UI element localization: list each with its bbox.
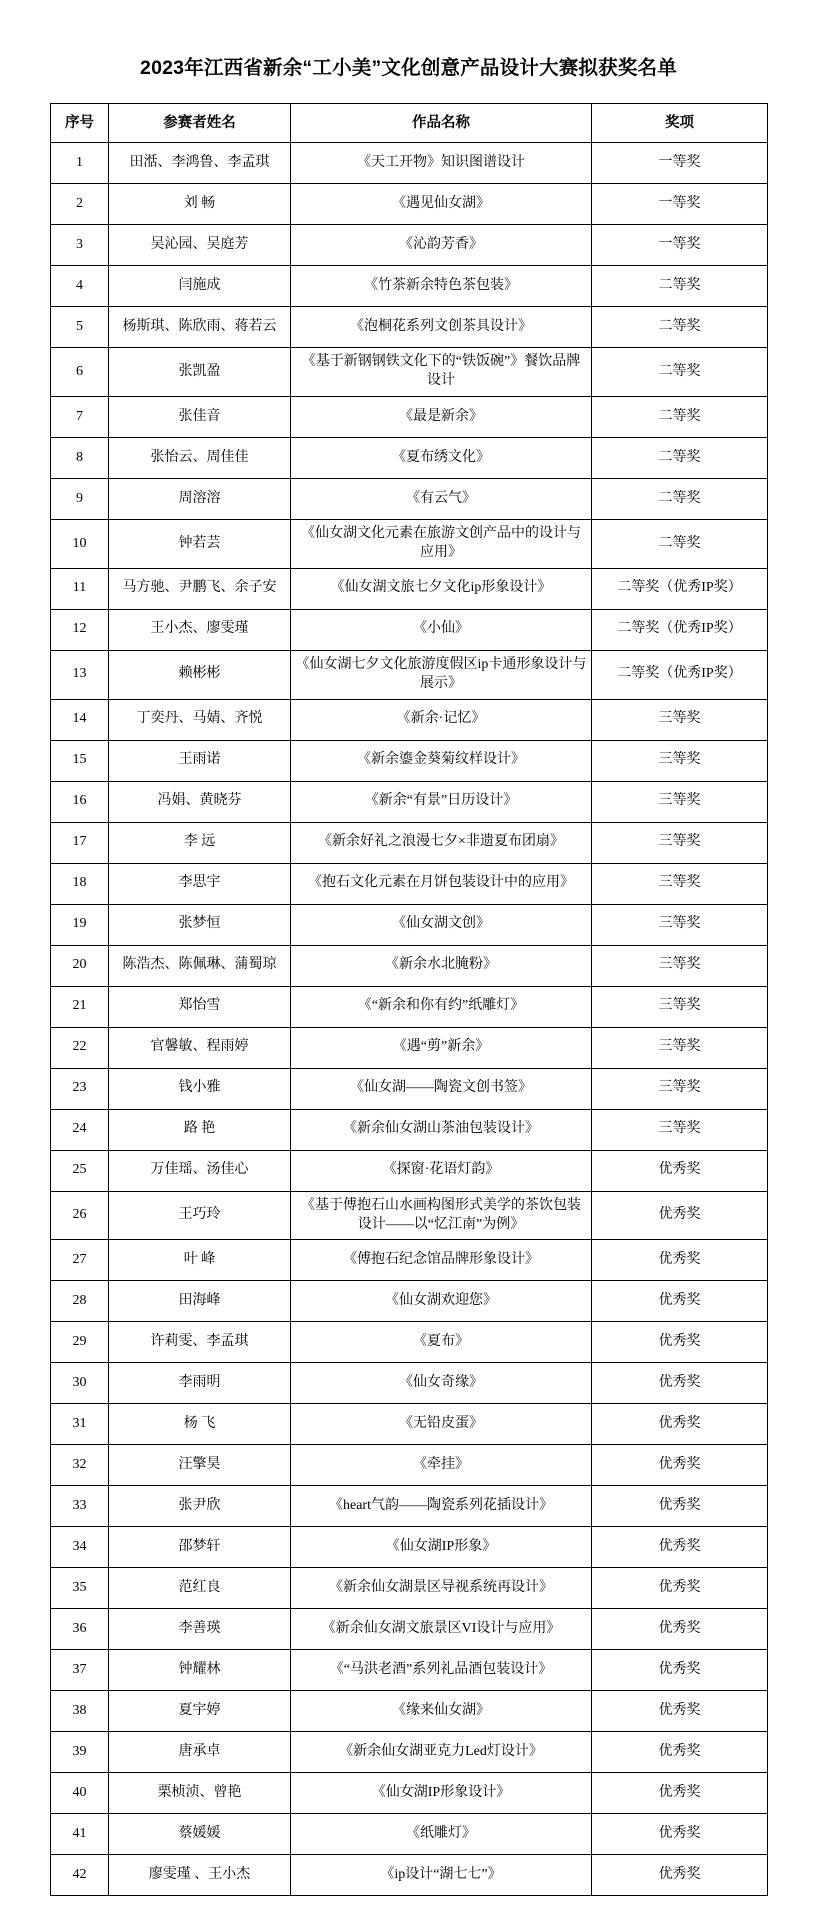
table-row: [51, 1027, 768, 1068]
cell-award: 三等奖: [592, 740, 768, 781]
cell-award: 优秀奖: [592, 1404, 768, 1445]
cell-award: 三等奖: [592, 863, 768, 904]
cell-seq: 6: [51, 348, 109, 397]
cell-award: 三等奖: [592, 904, 768, 945]
cell-award: 优秀奖: [592, 1150, 768, 1191]
cell-seq: 36: [51, 1609, 109, 1650]
cell-work-title: 《仙女湖IP形象设计》: [291, 1773, 592, 1814]
cell-award: 一等奖: [592, 225, 768, 266]
cell-seq: 17: [51, 822, 109, 863]
table-row: [51, 1322, 768, 1363]
cell-award: 优秀奖: [592, 1691, 768, 1732]
cell-seq: 16: [51, 781, 109, 822]
cell-work-title: 《最是新余》: [291, 397, 592, 438]
column-header-name: 参赛者姓名: [109, 104, 291, 143]
award-list-table: [50, 103, 768, 1896]
cell-work-title: 《小仙》: [291, 609, 592, 650]
cell-participant-name: 田湉、李鸿鲁、李孟琪: [109, 143, 291, 184]
cell-seq: 34: [51, 1527, 109, 1568]
cell-participant-name: 官馨敏、程雨婷: [109, 1027, 291, 1068]
cell-award: 二等奖: [592, 307, 768, 348]
cell-participant-name: 范红良: [109, 1568, 291, 1609]
cell-work-title: 《遇见仙女湖》: [291, 184, 592, 225]
table-row: [51, 1609, 768, 1650]
table-row: [51, 397, 768, 438]
cell-award: 二等奖: [592, 520, 768, 569]
table-row: [51, 1568, 768, 1609]
cell-seq: 5: [51, 307, 109, 348]
cell-work-title: 《沁韵芳香》: [291, 225, 592, 266]
cell-award: 优秀奖: [592, 1281, 768, 1322]
cell-participant-name: 丁奕丹、马婧、齐悦: [109, 699, 291, 740]
table-row: [51, 1732, 768, 1773]
cell-work-title: 《探窗·花语灯韵》: [291, 1150, 592, 1191]
cell-work-title: 《天工开物》知识图谱设计: [291, 143, 592, 184]
cell-participant-name: 王巧玲: [109, 1191, 291, 1240]
cell-participant-name: 唐承卓: [109, 1732, 291, 1773]
cell-seq: 35: [51, 1568, 109, 1609]
cell-seq: 1: [51, 143, 109, 184]
cell-seq: 38: [51, 1691, 109, 1732]
cell-participant-name: 李思宇: [109, 863, 291, 904]
cell-work-title: 《heart气韵——陶瓷系列花插设计》: [291, 1486, 592, 1527]
cell-seq: 39: [51, 1732, 109, 1773]
cell-seq: 22: [51, 1027, 109, 1068]
cell-participant-name: 马方驰、尹鹏飞、余子安: [109, 568, 291, 609]
table-row: [51, 1527, 768, 1568]
table-row: [51, 1363, 768, 1404]
cell-award: 优秀奖: [592, 1855, 768, 1896]
table-row: [51, 266, 768, 307]
cell-work-title: 《纸雕灯》: [291, 1814, 592, 1855]
cell-seq: 31: [51, 1404, 109, 1445]
table-row: [51, 781, 768, 822]
column-header-work: 作品名称: [291, 104, 592, 143]
cell-participant-name: 邵梦轩: [109, 1527, 291, 1568]
cell-award: 优秀奖: [592, 1732, 768, 1773]
table-row: [51, 348, 768, 397]
cell-award: 优秀奖: [592, 1240, 768, 1281]
cell-seq: 28: [51, 1281, 109, 1322]
cell-work-title: 《新余仙女湖亚克力Led灯设计》: [291, 1732, 592, 1773]
cell-award: 二等奖: [592, 348, 768, 397]
table-row: [51, 1150, 768, 1191]
cell-seq: 13: [51, 650, 109, 699]
cell-participant-name: 汪擎昊: [109, 1445, 291, 1486]
cell-award: 三等奖: [592, 1109, 768, 1150]
column-header-seq: 序号: [51, 104, 109, 143]
cell-participant-name: 廖雯瑾 、王小杰: [109, 1855, 291, 1896]
table-row: [51, 1404, 768, 1445]
cell-seq: 14: [51, 699, 109, 740]
table-row: [51, 1773, 768, 1814]
cell-work-title: 《仙女湖欢迎您》: [291, 1281, 592, 1322]
cell-participant-name: 许莉雯、李孟琪: [109, 1322, 291, 1363]
cell-participant-name: 张尹欣: [109, 1486, 291, 1527]
cell-participant-name: 陈浩杰、陈佩琳、蒲蜀琼: [109, 945, 291, 986]
cell-work-title: 《仙女湖文创》: [291, 904, 592, 945]
cell-participant-name: 钟若芸: [109, 520, 291, 569]
cell-work-title: 《ip设计“湖七七”》: [291, 1855, 592, 1896]
cell-work-title: 《泡桐花系列文创茶具设计》: [291, 307, 592, 348]
cell-work-title: 《无铅皮蛋》: [291, 1404, 592, 1445]
table-row: [51, 1109, 768, 1150]
table-row: [51, 1240, 768, 1281]
cell-seq: 21: [51, 986, 109, 1027]
cell-work-title: 《遇“剪”新余》: [291, 1027, 592, 1068]
cell-award: 二等奖（优秀IP奖）: [592, 568, 768, 609]
cell-award: 优秀奖: [592, 1191, 768, 1240]
cell-seq: 32: [51, 1445, 109, 1486]
cell-award: 三等奖: [592, 986, 768, 1027]
table-row: [51, 699, 768, 740]
cell-seq: 20: [51, 945, 109, 986]
table-row: [51, 650, 768, 699]
cell-award: 一等奖: [592, 143, 768, 184]
cell-participant-name: 杨 飞: [109, 1404, 291, 1445]
cell-participant-name: 吴沁园、吴庭芳: [109, 225, 291, 266]
cell-award: 优秀奖: [592, 1527, 768, 1568]
cell-seq: 7: [51, 397, 109, 438]
table-row: [51, 904, 768, 945]
table-row: [51, 822, 768, 863]
cell-work-title: 《新余仙女湖山茶油包装设计》: [291, 1109, 592, 1150]
cell-seq: 12: [51, 609, 109, 650]
table-row: [51, 1191, 768, 1240]
table-row: [51, 479, 768, 520]
cell-participant-name: 张佳音: [109, 397, 291, 438]
cell-work-title: 《有云气》: [291, 479, 592, 520]
cell-seq: 9: [51, 479, 109, 520]
cell-seq: 27: [51, 1240, 109, 1281]
cell-award: 优秀奖: [592, 1609, 768, 1650]
cell-work-title: 《新余“有景”日历设计》: [291, 781, 592, 822]
cell-award: 优秀奖: [592, 1486, 768, 1527]
cell-participant-name: 钱小雅: [109, 1068, 291, 1109]
cell-seq: 41: [51, 1814, 109, 1855]
cell-seq: 4: [51, 266, 109, 307]
cell-work-title: 《傅抱石纪念馆品牌形象设计》: [291, 1240, 592, 1281]
cell-work-title: 《新余好礼之浪漫七夕×非遗夏布团扇》: [291, 822, 592, 863]
cell-work-title: 《仙女湖文旅七夕文化ip形象设计》: [291, 568, 592, 609]
cell-seq: 33: [51, 1486, 109, 1527]
cell-seq: 3: [51, 225, 109, 266]
cell-participant-name: 周溶溶: [109, 479, 291, 520]
page-title: 2023年江西省新余“工小美”文化创意产品设计大赛拟获奖名单: [140, 57, 677, 79]
table-row: [51, 1281, 768, 1322]
cell-participant-name: 李善瑛: [109, 1609, 291, 1650]
cell-work-title: 《新余仙女湖景区导视系统再设计》: [291, 1568, 592, 1609]
cell-participant-name: 张怡云、周佳佳: [109, 438, 291, 479]
cell-award: 优秀奖: [592, 1322, 768, 1363]
table-row: [51, 225, 768, 266]
cell-participant-name: 路 艳: [109, 1109, 291, 1150]
table-row: [51, 1650, 768, 1691]
table-row: [51, 1691, 768, 1732]
cell-work-title: 《新余水北腌粉》: [291, 945, 592, 986]
cell-seq: 23: [51, 1068, 109, 1109]
cell-award: 优秀奖: [592, 1773, 768, 1814]
table-row: [51, 143, 768, 184]
table-body: [51, 143, 768, 1896]
cell-work-title: 《抱石文化元素在月饼包装设计中的应用》: [291, 863, 592, 904]
cell-participant-name: 冯娟、黄晓芬: [109, 781, 291, 822]
table-row: [51, 568, 768, 609]
cell-seq: 18: [51, 863, 109, 904]
table-row: [51, 1814, 768, 1855]
cell-work-title: 《夏布》: [291, 1322, 592, 1363]
cell-participant-name: 李 远: [109, 822, 291, 863]
cell-award: 优秀奖: [592, 1568, 768, 1609]
cell-award: 优秀奖: [592, 1814, 768, 1855]
cell-work-title: 《仙女湖文化元素在旅游文创产品中的设计与应用》: [291, 520, 592, 569]
cell-seq: 40: [51, 1773, 109, 1814]
table-row: [51, 609, 768, 650]
cell-award: 优秀奖: [592, 1650, 768, 1691]
cell-work-title: 《缘来仙女湖》: [291, 1691, 592, 1732]
cell-work-title: 《夏布绣文化》: [291, 438, 592, 479]
cell-participant-name: 王小杰、廖雯瑾: [109, 609, 291, 650]
cell-award: 二等奖: [592, 266, 768, 307]
cell-award: 二等奖: [592, 438, 768, 479]
cell-award: 三等奖: [592, 1068, 768, 1109]
cell-participant-name: 万佳瑶、汤佳心: [109, 1150, 291, 1191]
cell-award: 二等奖: [592, 397, 768, 438]
table-header: [51, 104, 768, 143]
table-row: [51, 1855, 768, 1896]
table-row: [51, 520, 768, 569]
cell-participant-name: 栗桢浈、曾艳: [109, 1773, 291, 1814]
cell-award: 三等奖: [592, 822, 768, 863]
table-row: [51, 1445, 768, 1486]
cell-seq: 37: [51, 1650, 109, 1691]
cell-participant-name: 李雨明: [109, 1363, 291, 1404]
table-header-row: [51, 104, 768, 143]
cell-participant-name: 赖彬彬: [109, 650, 291, 699]
cell-award: 优秀奖: [592, 1445, 768, 1486]
cell-participant-name: 王雨诺: [109, 740, 291, 781]
cell-award: 三等奖: [592, 1027, 768, 1068]
cell-award: 二等奖: [592, 479, 768, 520]
cell-seq: 8: [51, 438, 109, 479]
cell-work-title: 《新余鎏金葵菊纹样设计》: [291, 740, 592, 781]
cell-seq: 10: [51, 520, 109, 569]
table-row: [51, 1486, 768, 1527]
cell-work-title: 《“新余和你有约”纸雕灯》: [291, 986, 592, 1027]
cell-award: 三等奖: [592, 945, 768, 986]
cell-seq: 42: [51, 1855, 109, 1896]
cell-participant-name: 夏宇婷: [109, 1691, 291, 1732]
cell-participant-name: 田海峰: [109, 1281, 291, 1322]
cell-award: 优秀奖: [592, 1363, 768, 1404]
cell-seq: 26: [51, 1191, 109, 1240]
cell-participant-name: 张梦恒: [109, 904, 291, 945]
cell-participant-name: 叶 峰: [109, 1240, 291, 1281]
table-row: [51, 863, 768, 904]
table-row: [51, 986, 768, 1027]
cell-participant-name: 钟耀林: [109, 1650, 291, 1691]
table-row: [51, 438, 768, 479]
cell-work-title: 《竹茶新余特色茶包装》: [291, 266, 592, 307]
column-header-award: 奖项: [592, 104, 768, 143]
cell-seq: 15: [51, 740, 109, 781]
cell-work-title: 《基于傅抱石山水画构图形式美学的茶饮包装设计——以“忆江南”为例》: [291, 1191, 592, 1240]
table-row: [51, 1068, 768, 1109]
cell-seq: 2: [51, 184, 109, 225]
cell-seq: 29: [51, 1322, 109, 1363]
cell-seq: 25: [51, 1150, 109, 1191]
cell-seq: 30: [51, 1363, 109, 1404]
table-row: [51, 184, 768, 225]
cell-work-title: 《仙女湖IP形象》: [291, 1527, 592, 1568]
cell-seq: 24: [51, 1109, 109, 1150]
cell-seq: 19: [51, 904, 109, 945]
cell-work-title: 《“马洪老酒”系列礼品酒包装设计》: [291, 1650, 592, 1691]
cell-work-title: 《牵挂》: [291, 1445, 592, 1486]
cell-work-title: 《基于新钢钢铁文化下的“铁饭碗”》餐饮品牌设计: [291, 348, 592, 397]
cell-award: 一等奖: [592, 184, 768, 225]
cell-participant-name: 蔡媛媛: [109, 1814, 291, 1855]
table-row: [51, 945, 768, 986]
cell-work-title: 《仙女湖——陶瓷文创书签》: [291, 1068, 592, 1109]
cell-seq: 11: [51, 568, 109, 609]
cell-participant-name: 杨斯琪、陈欣雨、蒋若云: [109, 307, 291, 348]
cell-work-title: 《仙女湖七夕文化旅游度假区ip卡通形象设计与展示》: [291, 650, 592, 699]
cell-participant-name: 张凯盈: [109, 348, 291, 397]
cell-participant-name: 闫施成: [109, 266, 291, 307]
cell-participant-name: 郑怡雪: [109, 986, 291, 1027]
cell-award: 三等奖: [592, 781, 768, 822]
cell-award: 二等奖（优秀IP奖）: [592, 609, 768, 650]
table-row: [51, 740, 768, 781]
cell-award: 二等奖（优秀IP奖）: [592, 650, 768, 699]
cell-work-title: 《新余仙女湖文旅景区VI设计与应用》: [291, 1609, 592, 1650]
table-row: [51, 307, 768, 348]
cell-award: 三等奖: [592, 699, 768, 740]
cell-work-title: 《仙女奇缘》: [291, 1363, 592, 1404]
cell-work-title: 《新余·记忆》: [291, 699, 592, 740]
cell-participant-name: 刘 畅: [109, 184, 291, 225]
